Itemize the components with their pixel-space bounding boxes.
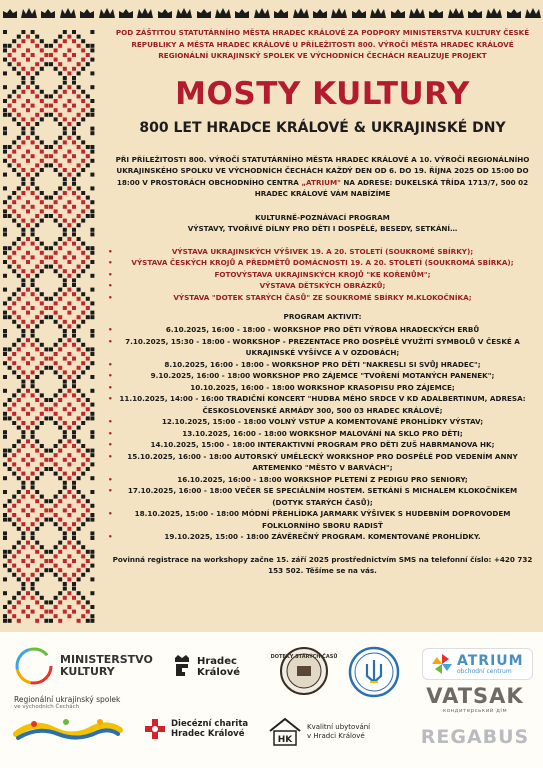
spolek-line2: ve východních Čechách [14,704,80,710]
vatsak-sub: кондитерський дім [442,708,508,714]
atrium-name: ATRIUM [457,652,524,669]
crown-icon [485,6,503,20]
charita-logo [144,718,248,740]
activity-item: • 18.10.2025, 15:00 - 18:00 MÓDNÍ PŘEHLÍDKA JARMARK VÝŠIVEK S HUDEBNÍM DOPROVODEM FOLKLORNÍHO SBORU RADISŤ [110,508,535,531]
activity-item: • 15.10.2025, 16:00 - 18:00 AUTORSKÝ UMĚLECKÝ WORKSHOP PRO DOSPĚLÉ POD VEDENÍM ANNY ARTEMENKO "MĚSTO V BARVÁCH"; [110,451,535,474]
description-atrium: „ATRIUM" [301,177,341,187]
crown-icon [311,6,329,20]
crown-icon [233,6,251,20]
spolek-line1: Regionální ukrajinský spolek [14,695,121,704]
charita-line2: Hradec Králové [171,729,245,739]
crown-icon [330,6,348,20]
activity-item: • 10.10.2025, 16:00 - 18:00 WORKSHOP KRASOPISU PRO ZÁJEMCE; [110,382,535,394]
description-part1: PŘI PŘÍLEŽITOSTI 800. VÝROČÍ STATUTÁRNÍHO MĚSTA HRADEC KRÁLOVÉ A 10. VÝROČÍ REGIONÁLNÍHO UKRAJINSKÉHO SPOLKU VE VÝCHODNÍCH ČECHÁCH [115,154,530,175]
spolek-logo [14,695,154,746]
crown-border [0,2,543,24]
vatsak-name: VATSAK [426,684,524,708]
crown-icon [156,6,174,20]
exhibition-item: • FOTOVÝSTAVA UKRAJINSKÝCH KROJŮ "KE KOŘENŮM"; [110,269,535,281]
activity-item: • 16.10.2025, 16:00 - 18:00 WORKSHOP PLETENÍ Z PEDIGU PRO SENIORY; [110,474,535,486]
hk-mark: HK [277,735,293,745]
activity-item: • 6.10.2025, 16:00 - 18:00 - WORKSHOP PRO DĚTI VÝROBA HRADECKÝCH ERBŮ [110,324,535,336]
activities-list [110,324,535,543]
hradec-line1: Hradec [197,656,237,667]
crown-icon [369,6,387,20]
crown-icon [427,6,445,20]
charita-line1: Diecézní charita [171,719,249,729]
crown-icon [98,6,116,20]
program-header: KULTURNĚ-POZNÁVACÍ PROGRAM [255,212,390,222]
exhibitions-list [110,246,535,304]
kvalit-line2: v Hradci Králové [307,732,365,740]
ministerstvo-c-icon [14,646,54,686]
vatsak-logo [420,684,530,714]
description-part4: NA ADRESE: DUKELSKÁ TŘÍDA 1713/7, 500 02 HRADEC KRÁLOVÉ VÁM NABÍZÍME [254,177,529,198]
description-part2: KAŽDÝ DEN OD 6. DO 19. ŘÍJNA 2025 OD 15:00 DO 18:00 V PROSTORÁCH OBCHODNÍHO CENTRA [116,166,529,187]
sponsor-footer [0,632,543,768]
crown-icon [59,6,77,20]
regabus-name: REGABUS [420,726,530,748]
activity-item: • 12.10.2025, 15:00 - 18:00 VOLNÝ VSTUP A KOMENTOVANÉ PROHLÍDKY VÝSTAV; [110,416,535,428]
activity-item: • 14.10.2025, 15:00 - 18:00 INTERAKTIVNÍ PROGRAM PRO DĚTI ZUŠ HABRMANOVA HK; [110,439,535,451]
crown-icon [292,6,310,20]
exhibition-item: • VÝSTAVA UKRAJINSKÝCH VÝŠIVEK 19. A 20. STOLETÍ (SOUKROMÉ SBÍRKY); [110,246,535,258]
registration-note: Povinná registrace na workshopy začne 15. září 2025 prostřednictvím SMS na telefonní číslo: +420 732 153 502. Těšíme se na vás. [112,554,533,575]
activity-item: • 11.10.2025, 14:00 - 16:00 TRADIČNÍ KONCERT "HUDBA MÉHO SRDCE V KD ADALBERTINUM, ADRESA: ČESKOSLOVENSKÉ ARMÁDY 300, 500 03 HRADEC KRÁLOVÉ; [110,393,535,416]
doteky-badge-icon [270,646,338,696]
hradec-line2: Králové [197,667,241,678]
kvalit-line1: Kvalitní ubytování [307,723,371,731]
activity-item: • 17.10.2025, 16:00 - 18:00 VEČER SE SPECIÁLNÍM HOSTEM. SETKÁNÍ S MICHALEM KLOKOČNÍKEM (DOTYK STARÝCH ČASŮ); [110,485,535,508]
trident-emblem-icon [348,646,400,698]
poster-subtitle: 800 LET HRADCE KRÁLOVÉ & UKRAJINSKÉ DNY [139,119,506,136]
crown-icon [466,6,484,20]
house-icon [268,717,302,747]
crown-icon [389,6,407,20]
exhibition-item: • VÝSTAVA DĚTSKÝCH OBRÁZKŮ; [110,280,535,292]
doteky-logo [270,646,338,696]
crown-icon [136,6,154,20]
ministerstvo-text: MINISTERSTVO KULTURY [60,653,153,678]
crown-icon [272,6,290,20]
activity-item: • 8.10.2025, 16:00 - 18:00 - WORKSHOP PRO DĚTI "NAKRESLI SI SVŮJ HRADEC"; [110,359,535,371]
poster-title: MOSTY KULTURY [175,75,470,112]
charita-cross-icon [144,718,166,740]
crown-icon [505,6,523,20]
atrium-pinwheel-icon [431,653,453,675]
activities-header: PROGRAM AKTIVIT: [283,312,362,321]
activity-item: • 13.10.2025, 16:00 - 18:00 WORKSHOP MALOVÁNÍ NA SKLO PRO DĚTI; [110,428,535,440]
poster-content [110,24,535,577]
kvalitni-ubytovani-logo [268,717,370,747]
atrium-sub: obchodní centrum [457,667,512,675]
hradec-kralove-logo [173,654,240,680]
crown-icon [253,6,271,20]
activity-item: • 9.10.2025, 16:00 - 18:00 WORKSHOP PRO ZÁJEMCE "TVOŘENÍ MOTANÝCH PANENEK"; [110,370,535,382]
crown-icon [195,6,213,20]
crown-icon [350,6,368,20]
crown-icon [447,6,465,20]
crown-icon [39,6,57,20]
spolek-hands-icon [14,716,122,742]
ukrainian-emblem-logo [348,646,400,698]
program-subheader: VÝSTAVY, TVOŘIVÉ DÍLNY PRO DĚTI I DOSPĚLÉ, BESEDY, SETKÁNÍ… [187,223,458,233]
crown-icon [408,6,426,20]
activity-item: • 19.10.2025, 15:00 - 18:00 ZÁVĚREČNÝ PROGRAM. KOMENTOVANÉ PROHLÍDKY. [110,531,535,543]
exhibition-item: • VÝSTAVA ČESKÝCH KROJŮ A PŘEDMĚTŮ DOMÁCNOSTI 19. A 20. STOLETÍ (SOUKROMÁ SBÍRKA); [110,257,535,269]
crown-icon [175,6,193,20]
crown-icon [214,6,232,20]
description [110,154,535,200]
atrium-logo [422,648,533,680]
crown-icon [117,6,135,20]
crown-icon [1,6,19,20]
crown-icon [524,6,542,20]
intro-text: POD ZÁŠTITOU STATUTÁRNÍHO MĚSTA HRADEC KRÁLOVÉ ZA PODPORY MINISTERSTVA KULTURY ČESKÉ REPUBLIKY A MĚSTA HRADEC KRÁLOVÉ U PŘÍLEŽITOSTI 800. VÝROČÍ MĚSTA HRADEC KRÁLOVÉ REGIONÁLNÍ UKRAJINSKÝ SPOLEK VE VÝCHODNÍCH ČECHÁCH REALIZUJE PROJEKT [115,28,530,60]
regabus-logo [420,726,530,748]
ministerstvo-kultury-logo [14,646,155,686]
embroidery-ornament [3,30,95,625]
activity-item: • 7.10.2025, 15:30 - 18:00 - WORKSHOP - PREZENTACE PRO DOSPĚLÉ VYUŽITÍ SYMBOLŮ V ČESKÉ A UKRAJINSKÉ VYŠÍVCE A V OZDOBÁCH; [110,336,535,359]
crown-icon [78,6,96,20]
crown-icon [20,6,38,20]
hradec-crown-icon [173,654,191,680]
exhibition-item: • VÝSTAVA "DOTEK STARÝCH ČASŮ" ZE SOUKROMÉ SBÍRKY M.KLOKOČNÍKA; [110,292,535,304]
doteky-badge-text: DOTEKY STARÝCH ČASŮ [270,654,338,660]
program-info [110,212,535,234]
